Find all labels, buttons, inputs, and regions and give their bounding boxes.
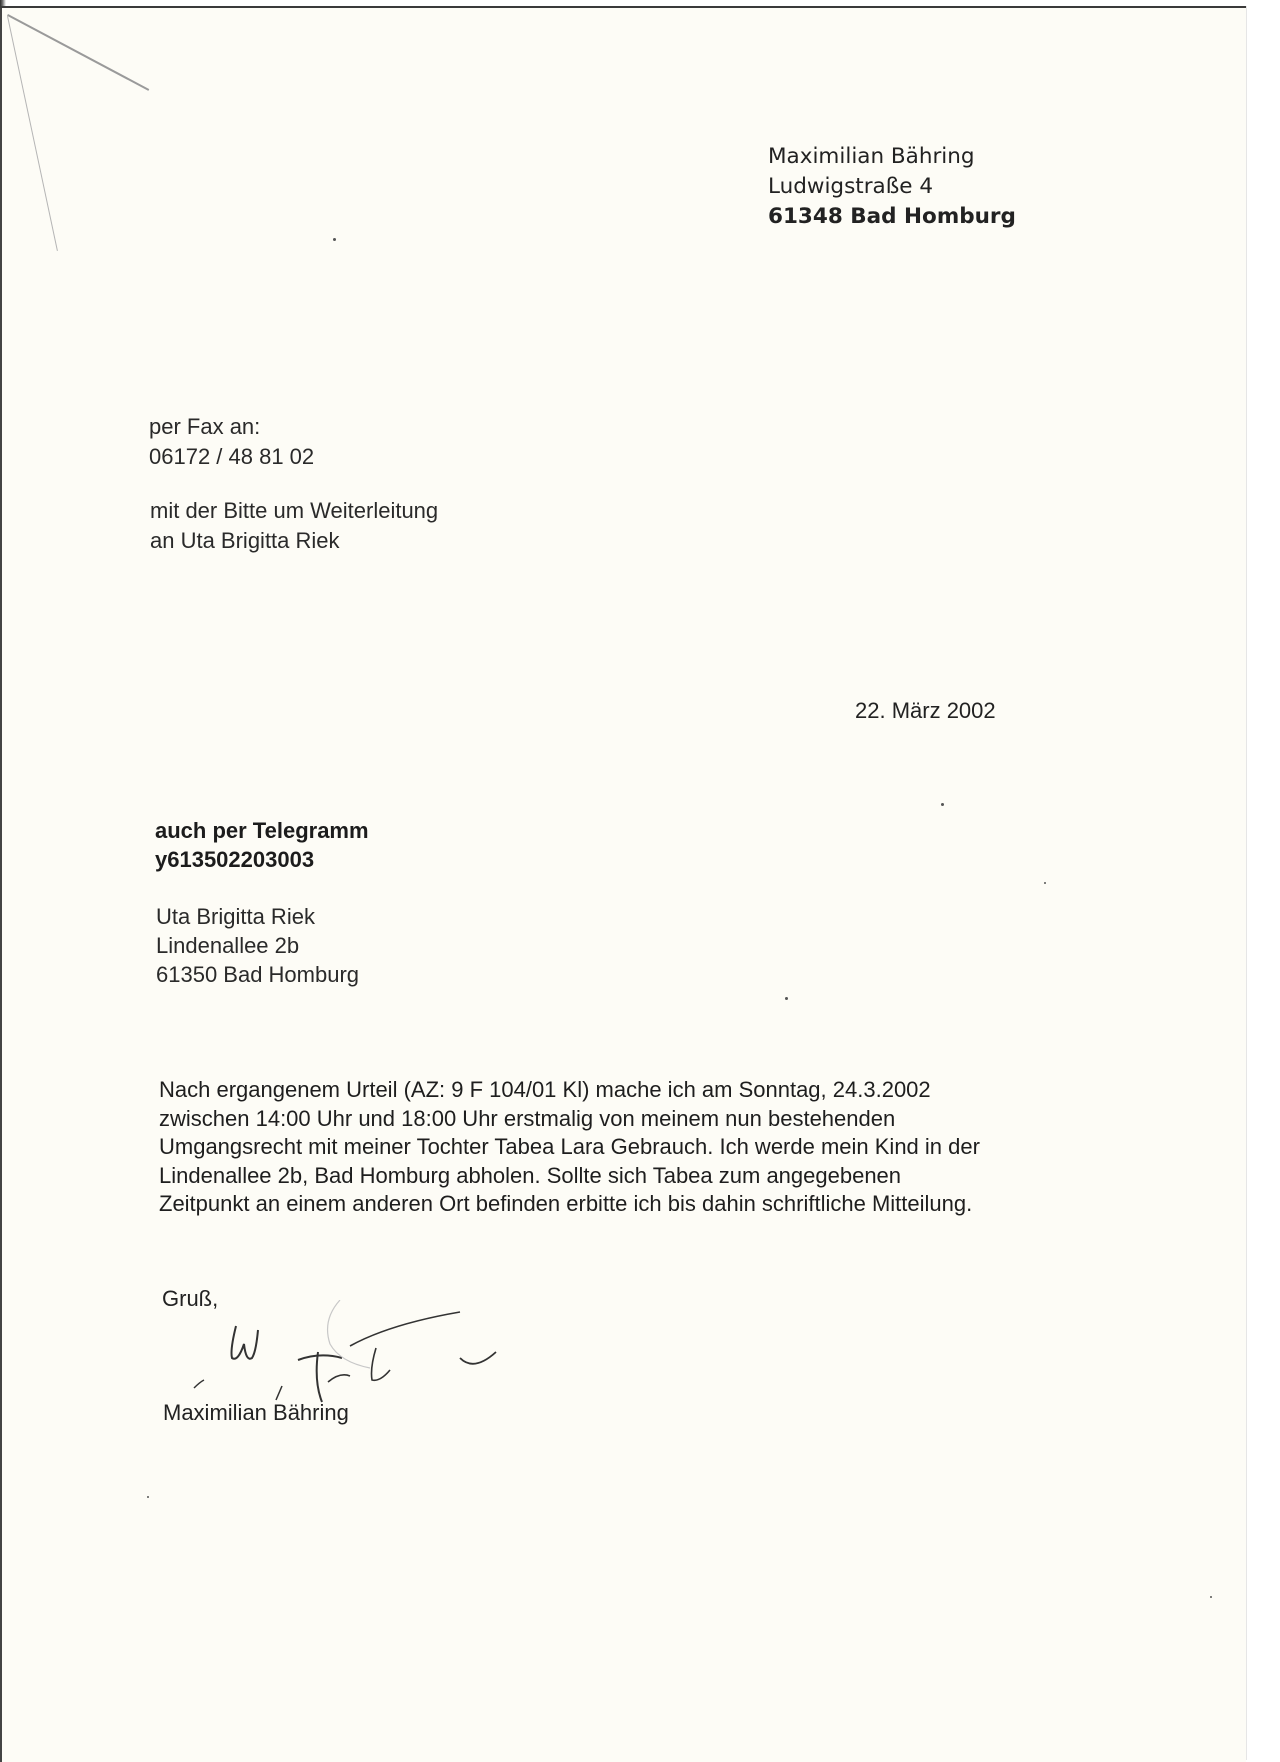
handwritten-signature [190, 1300, 570, 1410]
telegram-label: auch per Telegramm [155, 818, 369, 843]
paper-fold-mark [7, 16, 58, 251]
fax-label: per Fax an: [149, 414, 261, 439]
telegram-block [155, 816, 369, 874]
letter-date: 22. März 2002 [855, 698, 996, 723]
body-line: Umgangsrecht mit meiner Tochter Tabea Lara Gebrauch. Ich werde mein Kind in der [159, 1134, 980, 1160]
recipient-street: Lindenallee 2b [156, 933, 300, 958]
fax-number: 06172 / 48 81 02 [149, 444, 315, 469]
recipient-address [156, 902, 359, 989]
sender-address [768, 142, 1016, 232]
letter-sheet [0, 6, 1246, 1762]
recipient-name: Uta Brigitta Riek [156, 904, 315, 929]
scan-speck [333, 238, 336, 241]
scan-speck [941, 803, 944, 806]
closing-name: Maximilian Bähring [163, 1400, 349, 1425]
scan-speck [785, 997, 788, 1000]
sender-name: Maximilian Bähring [768, 144, 975, 169]
forward-line-2: an Uta Brigitta Riek [150, 528, 340, 553]
body-line: Lindenallee 2b, Bad Homburg abholen. Sollte sich Tabea zum angegebenen [159, 1162, 902, 1188]
closing-greeting: Gruß, [162, 1286, 219, 1311]
body-line: Nach ergangenem Urteil (AZ: 9 F 104/01 Kl) mache ich am Sonntag, 24.3.2002 [159, 1077, 931, 1102]
paper-fold-mark [7, 14, 149, 91]
fax-block [149, 412, 314, 472]
forward-line-1: mit der Bitte um Weiterleitung [150, 498, 439, 523]
scan-speck [1044, 882, 1046, 884]
letter-body [159, 1076, 1119, 1219]
sender-city: 61348 Bad Homburg [768, 204, 1016, 229]
scan-speck [147, 1496, 149, 1498]
sender-street: Ludwigstraße 4 [768, 174, 934, 199]
scan-margin [1246, 6, 1280, 1760]
body-line: zwischen 14:00 Uhr und 18:00 Uhr erstmalig von meinem nun bestehenden [159, 1105, 896, 1131]
recipient-city: 61350 Bad Homburg [156, 962, 360, 987]
forward-note [150, 496, 438, 556]
scan-speck [1210, 1596, 1212, 1598]
body-line: Zeitpunkt an einem anderen Ort befinden erbitte ich bis dahin schriftliche Mitteilung. [159, 1191, 973, 1217]
telegram-number: y613502203003 [155, 847, 315, 872]
